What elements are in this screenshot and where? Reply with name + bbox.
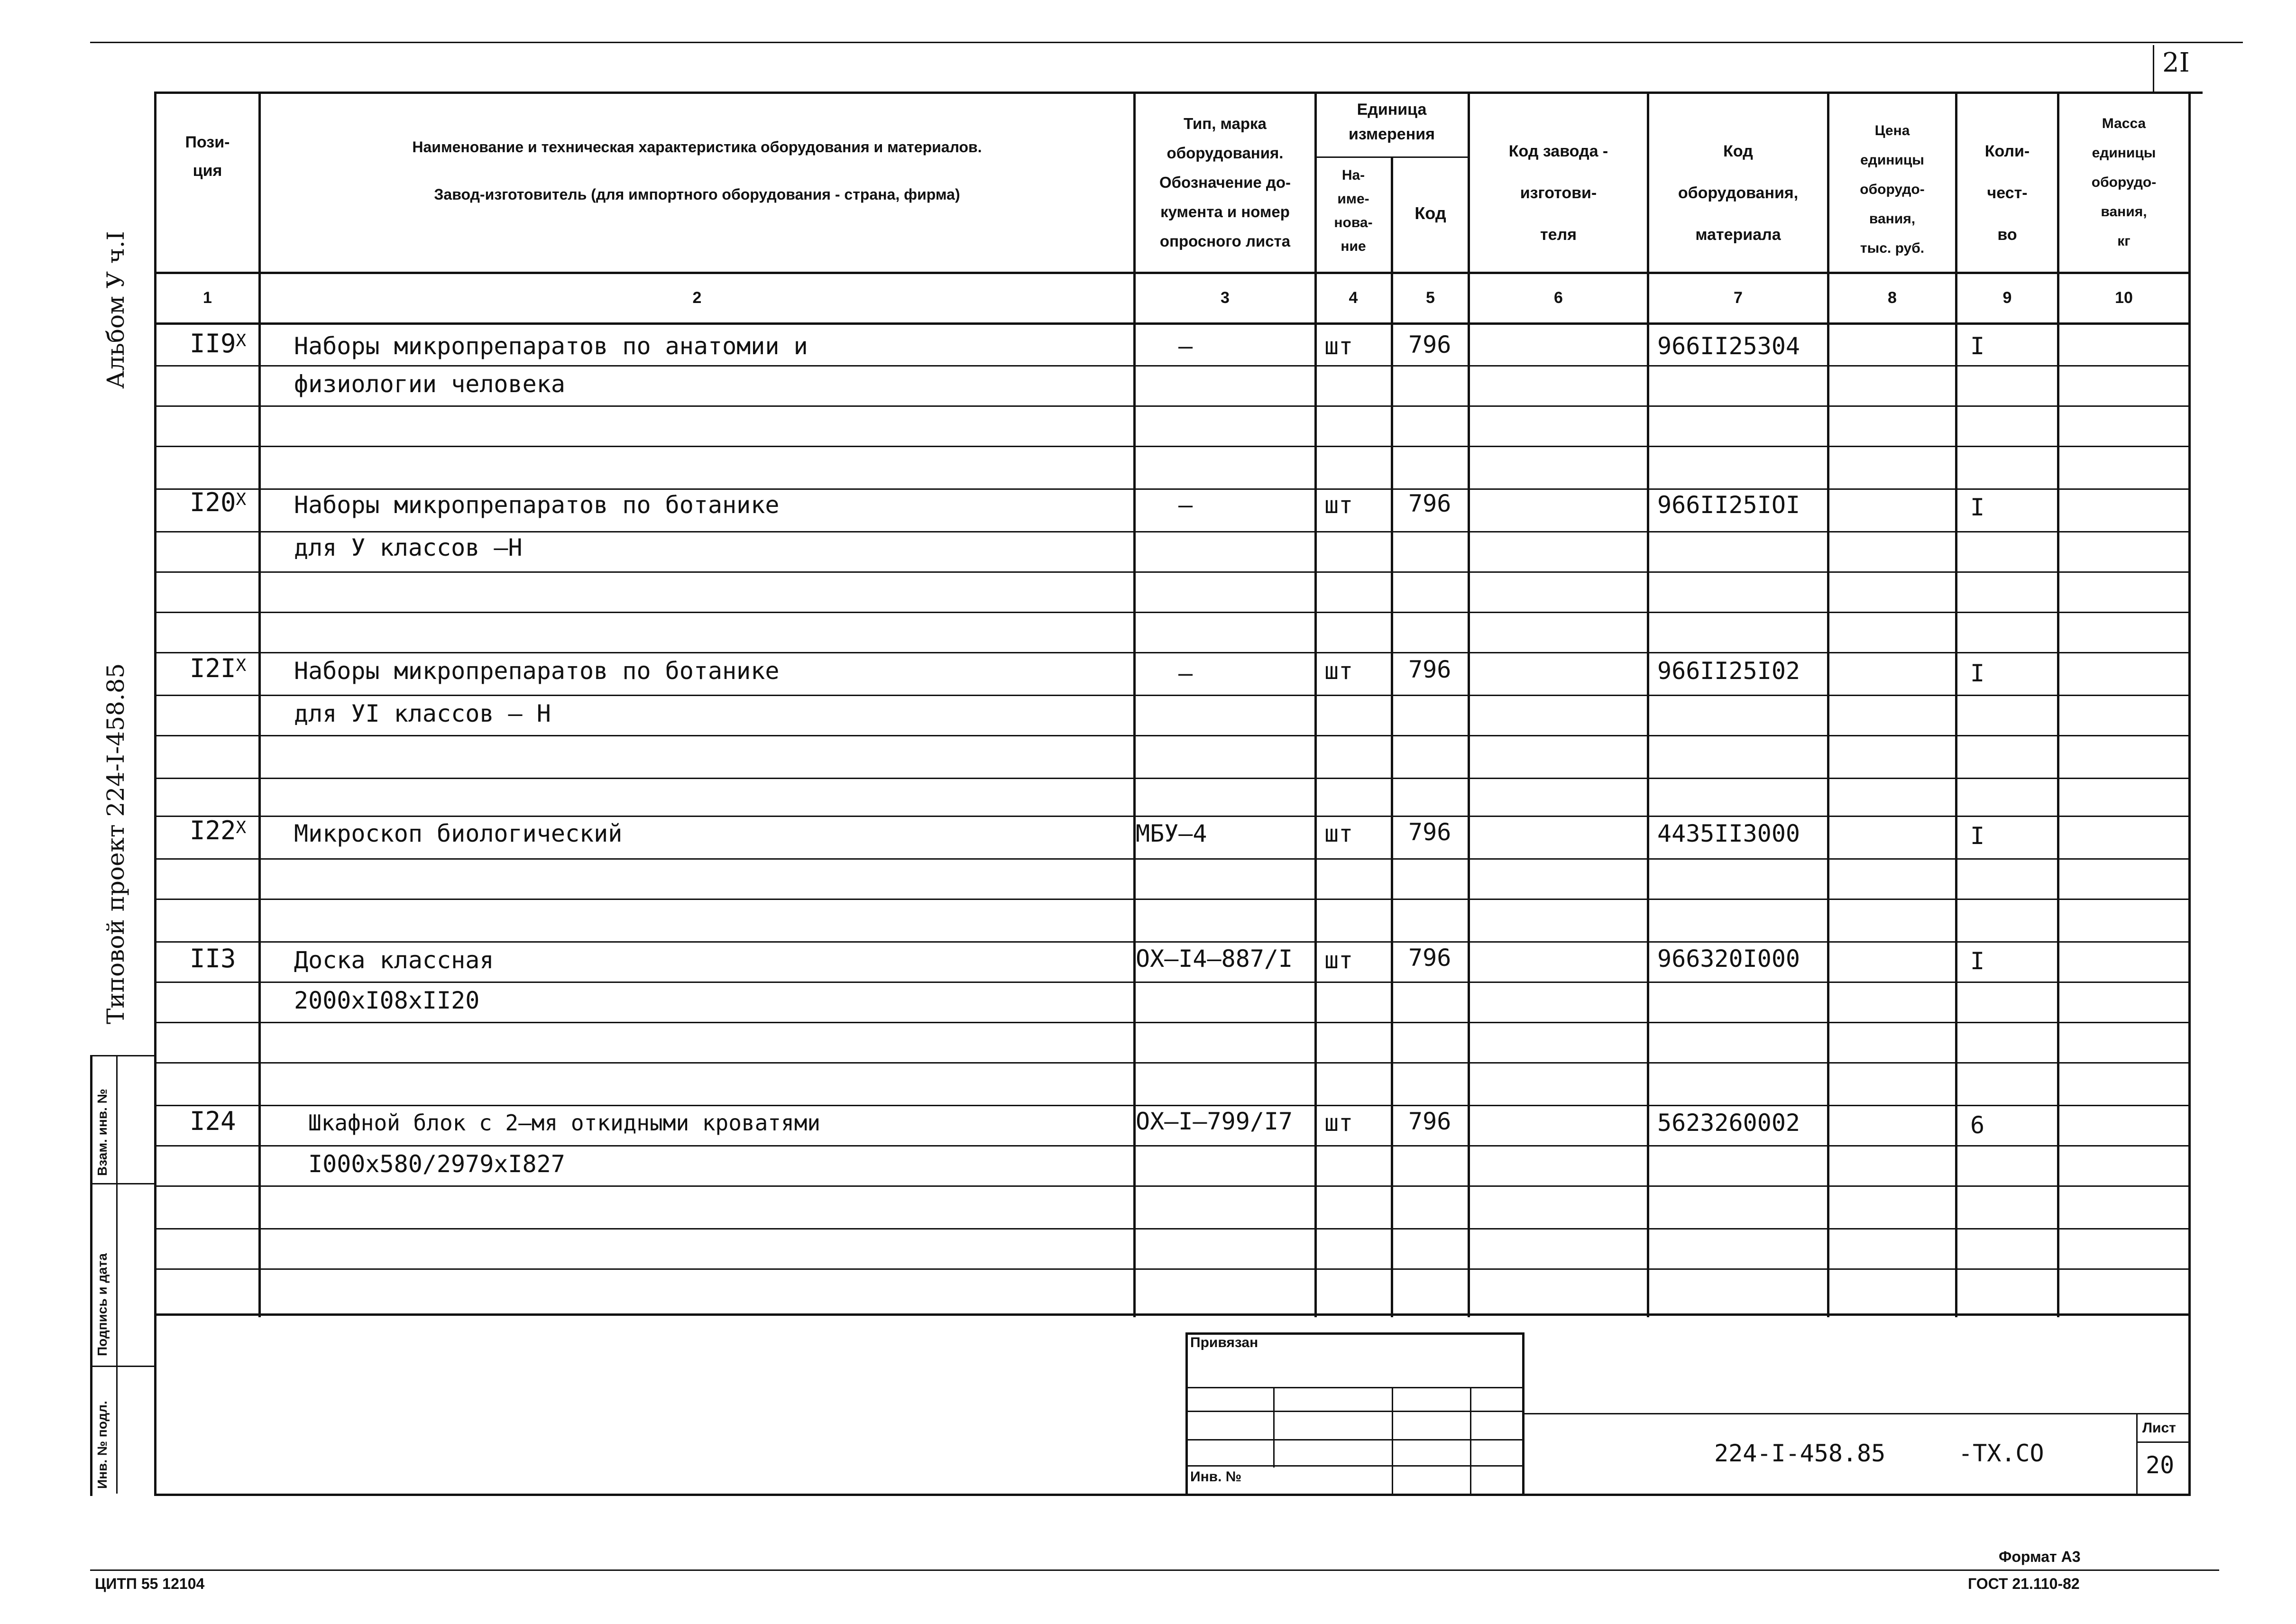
table-right-border <box>2188 92 2191 1495</box>
footer-line <box>90 1569 2219 1571</box>
table-row-name-line1: Наборы микропрепаратов по ботанике <box>294 657 780 685</box>
title-block-line <box>1185 1411 1522 1412</box>
table-row-unit: шт <box>1324 491 1353 519</box>
table-row-position: $II9^X$ <box>190 329 247 358</box>
colnum-3: 3 <box>1221 289 1230 307</box>
row-line <box>154 1022 2188 1023</box>
colnum-bottom-line <box>154 322 2188 325</box>
table-top-border <box>154 92 2203 94</box>
row-line <box>154 446 2188 447</box>
col-sep-9 <box>2057 92 2059 1317</box>
stamp-label-signature: Подпись и дата <box>95 1253 110 1356</box>
row-line <box>154 858 2188 860</box>
col-sep-4 <box>1391 156 1393 1317</box>
title-block-sheet-label: Лист <box>2142 1420 2176 1436</box>
table-row-quantity: I <box>1970 494 1985 521</box>
title-block-line <box>1392 1387 1393 1494</box>
table-row-unit: шт <box>1324 820 1353 847</box>
table-row-code: 796 <box>1408 331 1451 358</box>
stamp-label-replacement: Взам. инв. № <box>95 1089 110 1176</box>
stamp-strip-left <box>90 1055 92 1496</box>
table-row-equipment-code: 5623260002 <box>1657 1109 1800 1137</box>
stamp-strip-line <box>90 1055 154 1056</box>
table-row-name-line2: физиологии человека <box>294 370 565 398</box>
title-block-privyazan: Привязан <box>1190 1335 1258 1350</box>
table-row-code: 796 <box>1408 818 1451 846</box>
colnum-4: 4 <box>1349 289 1358 307</box>
header-price: Цена единицы оборудо- вания, тыс. руб. <box>1860 123 1925 256</box>
row-line <box>154 695 2188 696</box>
colnum-5: 5 <box>1426 289 1435 307</box>
title-block-doc-code: 224-I-458.85 <box>1714 1440 1886 1467</box>
header-name-line2: Завод-изготовитель (для импортного оборудования - страна, фирма) <box>434 186 960 203</box>
header-bottom-line <box>154 272 2188 274</box>
col-sep-1 <box>258 92 261 1317</box>
table-row-position: II3 <box>190 944 236 973</box>
table-row-code: 796 <box>1408 656 1451 683</box>
unit-group-divider <box>1314 156 1468 158</box>
table-row-type: ОХ–I4–887/I <box>1136 945 1293 973</box>
table-row-name-line1: Наборы микропрепаратов по ботанике <box>294 491 780 519</box>
table-row-unit: шт <box>1324 657 1353 685</box>
table-row-quantity: I <box>1970 947 1985 975</box>
table-row-unit: шт <box>1324 946 1353 974</box>
colnum-10: 10 <box>2115 289 2133 307</box>
table-row-name-line1: Наборы микропрепаратов по анатомии и <box>294 332 808 360</box>
header-manufacturer-code: Код завода - изготови- теля <box>1508 142 1608 244</box>
table-row-unit: шт <box>1324 332 1353 360</box>
table-row-type: ОХ–I–799/I7 <box>1136 1108 1293 1135</box>
table-row-quantity: 6 <box>1970 1111 1985 1139</box>
title-block-inv-no: Инв. № <box>1190 1469 1242 1485</box>
table-row-position: $I22^X$ <box>190 816 247 845</box>
col-sep-3 <box>1314 92 1317 1317</box>
header-unit-group: Единица измерения <box>1349 101 1435 143</box>
table-row-name-line1: Шкафной блок с 2–мя откидными кроватями <box>308 1110 821 1136</box>
table-row-position: I24 <box>190 1106 236 1136</box>
title-block-line <box>1470 1387 1471 1494</box>
row-line <box>154 816 2188 817</box>
row-line <box>154 612 2188 613</box>
header-quantity: Коли- чест- во <box>1984 142 2030 244</box>
header-type: Тип, марка оборудования. Обозначение до- кумента и номер опросного листа <box>1159 115 1291 250</box>
table-row-quantity: I <box>1970 660 1985 687</box>
header-name-line1: Наименование и техническая характеристика оборудования и материалов. <box>412 138 982 156</box>
row-line <box>154 1268 2188 1270</box>
title-block-doc-suffix: -TX.CO <box>1958 1440 2044 1467</box>
table-row-name-line2: 2000xI08xII20 <box>294 987 480 1014</box>
title-block-line <box>1525 1413 2188 1414</box>
row-line <box>154 941 2188 943</box>
table-row-code: 796 <box>1408 944 1451 972</box>
row-line <box>154 778 2188 779</box>
stamp-strip-line <box>90 1183 154 1184</box>
stamp-strip-mid <box>116 1055 118 1494</box>
header-mass: Масса единицы оборудо- вания, кг <box>2091 116 2157 249</box>
footer-format: Формат А3 <box>1999 1548 2081 1565</box>
table-row-name-line1: Доска классная <box>294 946 494 974</box>
row-line <box>154 1145 2188 1147</box>
colnum-6: 6 <box>1554 289 1563 307</box>
row-line <box>154 652 2188 653</box>
table-row-code: 796 <box>1408 1108 1451 1135</box>
row-line <box>154 735 2188 736</box>
row-line <box>154 982 2188 983</box>
table-row-quantity: I <box>1970 332 1985 360</box>
colnum-2: 2 <box>692 289 702 307</box>
sheet-number-divider <box>2153 45 2154 92</box>
table-row-quantity: I <box>1970 822 1985 850</box>
table-row-name-line2: для У классов –Н <box>294 534 523 561</box>
colnum-8: 8 <box>1888 289 1897 307</box>
header-equipment-code: Код оборудования, материала <box>1678 142 1799 244</box>
title-block-line <box>1185 1332 1188 1494</box>
row-line <box>154 488 2188 490</box>
footer-gost: ГОСТ 21.110-82 <box>1968 1575 2080 1592</box>
row-line <box>154 571 2188 573</box>
sheet-number-top: 2I <box>2162 47 2190 78</box>
col-sep-5 <box>1468 92 1470 1317</box>
header-position: Пози- ция <box>185 133 230 180</box>
row-line <box>154 1105 2188 1106</box>
header-unit-name: На- име- нова- ние <box>1334 167 1373 254</box>
table-row-code: 796 <box>1408 490 1451 517</box>
footer-code: ЦИТП 55 12104 <box>95 1575 205 1592</box>
colnum-7: 7 <box>1734 289 1743 307</box>
table-row-equipment-code: 966II25304 <box>1657 332 1800 360</box>
header-unit-code: Код <box>1414 203 1446 223</box>
row-line <box>154 1062 2188 1064</box>
title-block-line <box>1185 1387 1522 1388</box>
table-row-name-line2: для УI классов – Н <box>294 700 551 727</box>
colnum-1: 1 <box>203 289 212 307</box>
table-row-equipment-code: 966II25I02 <box>1657 657 1800 685</box>
stamp-strip-line <box>90 1366 154 1367</box>
side-label-project: Типовой проект 224-I-458.85 <box>102 663 129 1024</box>
col-sep-7 <box>1827 92 1829 1317</box>
row-line <box>154 531 2188 532</box>
title-block-line <box>1185 1465 1522 1467</box>
table-row-name-line2: I000x580/2979xI827 <box>308 1150 565 1178</box>
top-border-line <box>90 42 2243 43</box>
row-line <box>154 899 2188 900</box>
table-row-position: $I2I^X$ <box>190 653 247 683</box>
title-block-line <box>1185 1439 1522 1440</box>
row-line <box>154 365 2188 367</box>
table-row-equipment-code: 966II25IOI <box>1657 491 1800 519</box>
table-row-type: – <box>1178 660 1193 687</box>
title-block-sheet-number: 20 <box>2146 1451 2175 1479</box>
table-row-equipment-code: 4435II3000 <box>1657 820 1800 847</box>
title-block-line <box>1273 1387 1275 1468</box>
row-line <box>154 1185 2188 1187</box>
table-row-name-line1: Микроскоп биологический <box>294 820 623 847</box>
table-row-type: МБУ–4 <box>1136 820 1207 847</box>
table-row-equipment-code: 966320I000 <box>1657 945 1800 973</box>
col-sep-6 <box>1647 92 1649 1317</box>
table-row-type: – <box>1178 332 1193 360</box>
table-row-position: $I20^X$ <box>190 487 247 517</box>
table-body-bottom <box>154 1313 2188 1316</box>
row-line <box>154 405 2188 407</box>
stamp-label-inv-no: Инв. № подл. <box>95 1401 110 1489</box>
row-line <box>154 1228 2188 1229</box>
table-row-unit: шт <box>1324 1109 1353 1137</box>
title-block-line <box>2136 1441 2188 1443</box>
colnum-9: 9 <box>2002 289 2012 307</box>
side-label-album: Альбом У ч.I <box>102 231 129 389</box>
col-sep-8 <box>1955 92 1957 1317</box>
table-row-type: – <box>1178 491 1193 519</box>
table-bottom-border <box>154 1494 2191 1496</box>
title-block-line <box>2136 1413 2138 1494</box>
